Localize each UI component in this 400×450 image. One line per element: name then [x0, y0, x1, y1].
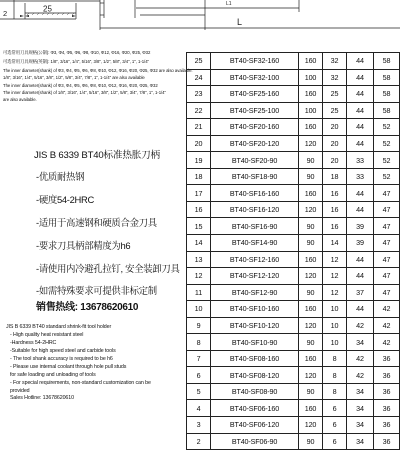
cell-dim-b: 36: [374, 350, 400, 367]
cell-model: BT40-SF16-120: [211, 201, 299, 218]
cell-dim-a: 44: [347, 69, 374, 86]
cell-dim-b: 47: [374, 218, 400, 235]
spec-table: [186, 52, 400, 450]
note-line: 可选常用刀具规格(英制): 1/8", 3/16", 1/4", 5/16", 3/8", 1/2", 5/8", 3/4", 1", 1-1/4": [3, 59, 150, 64]
cell-diameter: 18: [323, 168, 347, 185]
note-line: are also available.: [3, 97, 37, 102]
cell-no: 21: [187, 119, 211, 136]
cell-model: BT40-SF12-160: [211, 251, 299, 268]
cell-diameter: 12: [323, 284, 347, 301]
cell-length: 160: [299, 86, 323, 103]
cell-model: BT40-SF32-100: [211, 69, 299, 86]
cell-dim-b: 47: [374, 284, 400, 301]
dim-label-l1: L1: [226, 1, 232, 7]
cell-model: BT40-SF10-160: [211, 301, 299, 318]
cell-dim-a: 34: [347, 417, 374, 434]
cell-diameter: 20: [323, 135, 347, 152]
cell-dim-a: 34: [347, 400, 374, 417]
cell-length: 100: [299, 69, 323, 86]
cell-dim-a: 34: [347, 334, 374, 351]
spec-table-container: [186, 52, 400, 446]
cell-dim-a: 42: [347, 350, 374, 367]
cell-diameter: 16: [323, 201, 347, 218]
feature-item-en: - For special requirements, non-standard customization can be: [10, 380, 151, 386]
feature-item-en: -Suitable for high speed steel and carbide tools: [10, 348, 116, 354]
feature-item-cn: -请使用内冷避孔拉钉, 安全装卸刀具: [36, 263, 180, 274]
cell-model: BT40-SF08-120: [211, 367, 299, 384]
cell-length: 160: [299, 185, 323, 202]
cell-dim-a: 33: [347, 152, 374, 169]
cell-length: 90: [299, 218, 323, 235]
cell-diameter: 8: [323, 350, 347, 367]
cell-length: 120: [299, 135, 323, 152]
cell-diameter: 25: [323, 102, 347, 119]
cell-model: BT40-SF06-160: [211, 400, 299, 417]
cell-diameter: 6: [323, 400, 347, 417]
cell-dim-a: 39: [347, 218, 374, 235]
cell-length: 120: [299, 417, 323, 434]
cell-no: 18: [187, 168, 211, 185]
cell-dim-a: 34: [347, 433, 374, 450]
cell-model: BT40-SF06-120: [211, 417, 299, 434]
cell-length: 160: [299, 350, 323, 367]
cell-model: BT40-SF10-90: [211, 334, 299, 351]
table-row: [187, 334, 400, 351]
cell-diameter: 25: [323, 86, 347, 103]
cell-dim-b: 58: [374, 53, 400, 70]
cell-diameter: 32: [323, 69, 347, 86]
cell-length: 120: [299, 268, 323, 285]
cell-dim-b: 58: [374, 102, 400, 119]
cell-dim-b: 36: [374, 433, 400, 450]
cell-dim-b: 58: [374, 69, 400, 86]
cell-dim-a: 42: [347, 367, 374, 384]
cell-length: 160: [299, 301, 323, 318]
table-row: [187, 235, 400, 252]
cell-model: BT40-SF18-90: [211, 168, 299, 185]
table-row: [187, 400, 400, 417]
cell-diameter: 32: [323, 53, 347, 70]
table-row: [187, 284, 400, 301]
cell-diameter: 10: [323, 317, 347, 334]
cell-no: 3: [187, 417, 211, 434]
cell-no: 17: [187, 185, 211, 202]
cell-dim-b: 52: [374, 152, 400, 169]
cell-length: 120: [299, 317, 323, 334]
cell-dim-b: 36: [374, 383, 400, 400]
cell-dim-b: 42: [374, 317, 400, 334]
cell-diameter: 10: [323, 334, 347, 351]
cell-length: 90: [299, 284, 323, 301]
cell-model: BT40-SF12-120: [211, 268, 299, 285]
cell-no: 22: [187, 102, 211, 119]
cell-no: 8: [187, 334, 211, 351]
cell-length: 100: [299, 102, 323, 119]
cell-dim-b: 47: [374, 235, 400, 252]
dim-label-2: 2: [3, 9, 8, 18]
cell-dim-b: 47: [374, 201, 400, 218]
cell-length: 160: [299, 53, 323, 70]
table-row: [187, 135, 400, 152]
table-row: [187, 152, 400, 169]
table-row: [187, 268, 400, 285]
cell-no: 12: [187, 268, 211, 285]
cell-model: BT40-SF25-160: [211, 86, 299, 103]
feature-item-en: provided: [10, 388, 30, 394]
cell-model: BT40-SF25-100: [211, 102, 299, 119]
cell-dim-a: 33: [347, 168, 374, 185]
cell-diameter: 6: [323, 433, 347, 450]
cell-length: 90: [299, 152, 323, 169]
table-row: [187, 86, 400, 103]
cell-dim-a: 37: [347, 284, 374, 301]
cell-dim-b: 42: [374, 301, 400, 318]
cell-dim-b: 36: [374, 367, 400, 384]
cell-no: 6: [187, 367, 211, 384]
note-line: 1/8", 3/16", 1/4", 5/16", 3/8", 1/2", 5/8", 3/4", 7/8", 1", 1-1/4" are also available: [3, 75, 145, 80]
cell-length: 90: [299, 383, 323, 400]
cell-model: BT40-SF20-90: [211, 152, 299, 169]
cell-no: 5: [187, 383, 211, 400]
cell-dim-a: 44: [347, 251, 374, 268]
cell-dim-b: 47: [374, 268, 400, 285]
cell-length: 120: [299, 201, 323, 218]
cell-dim-b: 47: [374, 185, 400, 202]
cell-diameter: 8: [323, 367, 347, 384]
table-row: [187, 69, 400, 86]
cell-length: 90: [299, 168, 323, 185]
cell-model: BT40-SF12-90: [211, 284, 299, 301]
table-row: [187, 417, 400, 434]
cell-dim-b: 52: [374, 119, 400, 136]
cell-model: BT40-SF20-160: [211, 119, 299, 136]
cell-dim-a: 44: [347, 102, 374, 119]
cell-no: 14: [187, 235, 211, 252]
note-line: The inner diameter(shank) of Φ3, Φ4, Φ5, Φ6, Φ8, Φ10, Φ12, Φ16, Φ20, Φ25, Φ32: [3, 83, 158, 88]
feature-item-cn: -要求刀具柄部精度为h6: [36, 240, 131, 251]
cell-no: 23: [187, 86, 211, 103]
dim-label-l: L: [237, 17, 243, 27]
cell-dim-a: 44: [347, 268, 374, 285]
cell-dim-a: 34: [347, 383, 374, 400]
table-row: [187, 119, 400, 136]
cell-dim-b: 42: [374, 334, 400, 351]
table-row: [187, 350, 400, 367]
cell-dim-a: 39: [347, 235, 374, 252]
table-row: [187, 201, 400, 218]
cell-model: BT40-SF06-90: [211, 433, 299, 450]
cell-dim-a: 44: [347, 53, 374, 70]
cell-model: BT40-SF10-120: [211, 317, 299, 334]
table-row: [187, 251, 400, 268]
technical-drawing: [0, 0, 400, 48]
feature-item-en: - Please use internal coolant through hole pull studs: [10, 364, 127, 370]
note-line: 可选常用刀具规格(公制): Φ3, Φ4, Φ5, Φ6, Φ8, Φ10, Φ12, Φ16, Φ20, Φ25, Φ32: [3, 50, 151, 55]
note-line: The inner diameter(shank) of Φ3, Φ4, Φ5, Φ6, Φ8, Φ10, Φ12, Φ16, Φ20, Φ25, Φ32 are also available.: [3, 68, 193, 73]
cell-model: BT40-SF16-90: [211, 218, 299, 235]
cell-diameter: 12: [323, 268, 347, 285]
cell-dim-a: 42: [347, 317, 374, 334]
cell-dim-a: 44: [347, 119, 374, 136]
cell-diameter: 8: [323, 383, 347, 400]
feature-item-cn: -硬度54-2HRC: [36, 194, 94, 205]
feature-item-en: - The tool shank accuracy is required to be h6: [10, 356, 113, 362]
feature-item-cn: -优质耐热钢: [36, 171, 85, 182]
cell-dim-a: 44: [347, 301, 374, 318]
product-title-en: JIS B 6339 BT40 standard shrink-fit tool holder: [6, 324, 112, 330]
table-row: [187, 317, 400, 334]
cell-diameter: 6: [323, 417, 347, 434]
cell-dim-b: 47: [374, 251, 400, 268]
cell-dim-a: 44: [347, 135, 374, 152]
table-row: [187, 102, 400, 119]
cell-length: 160: [299, 119, 323, 136]
cell-no: 13: [187, 251, 211, 268]
cell-length: 160: [299, 251, 323, 268]
cell-model: BT40-SF32-160: [211, 53, 299, 70]
cell-dim-b: 36: [374, 417, 400, 434]
cell-dim-a: 44: [347, 201, 374, 218]
cell-diameter: 14: [323, 235, 347, 252]
cell-no: 24: [187, 69, 211, 86]
cell-length: 120: [299, 367, 323, 384]
table-row: [187, 53, 400, 70]
cell-no: 10: [187, 301, 211, 318]
cell-diameter: 20: [323, 152, 347, 169]
cell-model: BT40-SF16-160: [211, 185, 299, 202]
cell-no: 9: [187, 317, 211, 334]
cell-no: 20: [187, 135, 211, 152]
cell-model: BT40-SF20-120: [211, 135, 299, 152]
cell-diameter: 16: [323, 185, 347, 202]
cell-dim-b: 36: [374, 400, 400, 417]
table-row: [187, 301, 400, 318]
cell-no: 19: [187, 152, 211, 169]
feature-item-en: -Hardness 54-2HRC: [10, 340, 57, 346]
cell-no: 11: [187, 284, 211, 301]
cell-diameter: 20: [323, 119, 347, 136]
cell-diameter: 10: [323, 301, 347, 318]
cell-no: 25: [187, 53, 211, 70]
table-row: [187, 185, 400, 202]
cell-no: 15: [187, 218, 211, 235]
table-row: [187, 168, 400, 185]
sales-hotline-en: Sales Hotline: 13678620610: [10, 395, 74, 401]
cell-length: 90: [299, 433, 323, 450]
feature-item-en: - High quality heat resistant steel: [10, 332, 84, 338]
table-row: [187, 218, 400, 235]
cell-model: BT40-SF08-160: [211, 350, 299, 367]
cell-dim-b: 52: [374, 168, 400, 185]
cell-dim-b: 52: [374, 135, 400, 152]
dim-label-25: 25: [43, 4, 52, 14]
cell-diameter: 12: [323, 251, 347, 268]
cell-no: 7: [187, 350, 211, 367]
feature-item-en: for safe loading and unloading of tools: [10, 372, 96, 378]
cell-dim-a: 44: [347, 86, 374, 103]
cell-model: BT40-SF14-90: [211, 235, 299, 252]
cell-no: 16: [187, 201, 211, 218]
feature-item-cn: -适用于高速钢和硬质合金刀具: [36, 217, 157, 228]
table-row: [187, 367, 400, 384]
feature-item-cn: -如需特殊要求可提供非标定制: [36, 285, 157, 296]
cell-no: 2: [187, 433, 211, 450]
cell-dim-b: 58: [374, 86, 400, 103]
cell-length: 90: [299, 235, 323, 252]
cell-model: BT40-SF08-90: [211, 383, 299, 400]
sales-hotline-cn: 销售热线: 13678620610: [36, 302, 139, 313]
cell-dim-a: 44: [347, 185, 374, 202]
table-row: [187, 383, 400, 400]
cell-length: 160: [299, 400, 323, 417]
note-line: The inner diameter(shank) of 1/8", 3/16", 1/4", 5/16", 3/8", 1/2", 5/8", 3/4", 7/8", 1", 1-1/4": [3, 90, 166, 95]
cell-length: 90: [299, 334, 323, 351]
cell-no: 4: [187, 400, 211, 417]
table-row: [187, 433, 400, 450]
product-title-cn: JIS B 6339 BT40标准热胀刀柄: [34, 150, 160, 161]
cell-diameter: 16: [323, 218, 347, 235]
